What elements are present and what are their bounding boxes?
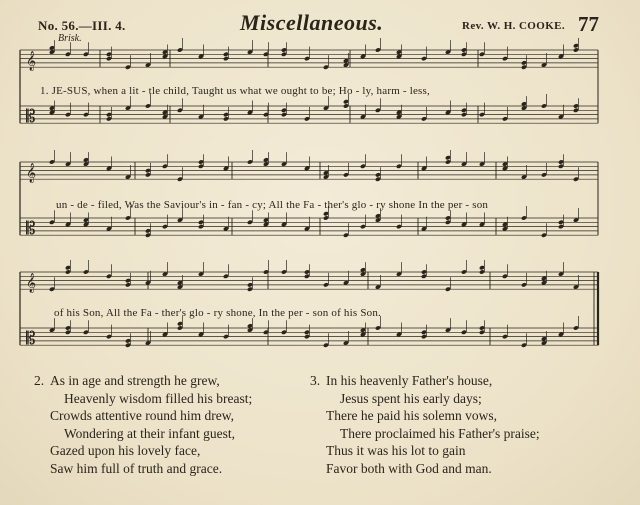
verse-line: Thus it was his lot to gain — [326, 443, 466, 459]
verse-line: Wondering at their infant guest, — [64, 425, 235, 441]
treble-clef: 𝄞 — [26, 163, 37, 184]
lyric-line-2: un - de - filed, Was the Saviour's in - fan - cy; All the Fa - ther's glo - ry shone In the per - son — [56, 199, 489, 211]
tenor-clef: 𝄡 — [26, 107, 36, 128]
lyric-line-1: 1. JE-SUS, when a lit - tle child, Taught us what we ought to be; Ho - ly, harm - less, — [40, 85, 430, 97]
tenor-clef: 𝄡 — [26, 329, 36, 350]
verse-line: Favor both with God and man. — [326, 460, 492, 476]
page-number: 77 — [578, 12, 599, 36]
verse-line: As in age and strength he grew, — [50, 373, 220, 388]
verse-line: Heavenly wisdom filled his breast; — [64, 390, 253, 406]
tempo-marking: Brisk. — [58, 33, 82, 44]
lyric-line-3: of his Son, All the Fa - ther's glo - ry shone, In the per - son of his Son. — [54, 307, 381, 319]
treble-clef: 𝄞 — [26, 273, 37, 294]
verse-line: In his heavenly Father's house, — [326, 373, 493, 388]
verse-3 — [310, 372, 540, 478]
tenor-clef: 𝄡 — [26, 219, 36, 240]
verse-line: There proclaimed his Father's praise; — [340, 425, 540, 441]
verse-2 — [34, 372, 252, 478]
verse-line: Jesus spent his early days; — [340, 390, 482, 406]
verse-line: Saw him full of truth and grace. — [50, 460, 223, 476]
author-credit: Rev. W. H. COOKE. — [462, 20, 566, 32]
section-title: Miscellaneous. — [240, 10, 384, 35]
verse-number: 2. — [34, 373, 45, 388]
treble-clef: 𝄞 — [26, 51, 37, 72]
verse-line: Gazed upon his lovely face, — [50, 443, 201, 459]
hymn-number: No. 56.—III. 4. — [38, 18, 126, 33]
verse-line: Crowds attentive round him drew, — [50, 408, 234, 424]
verse-number: 3. — [310, 373, 321, 388]
verse-line: There he paid his solemn vows, — [326, 408, 497, 424]
